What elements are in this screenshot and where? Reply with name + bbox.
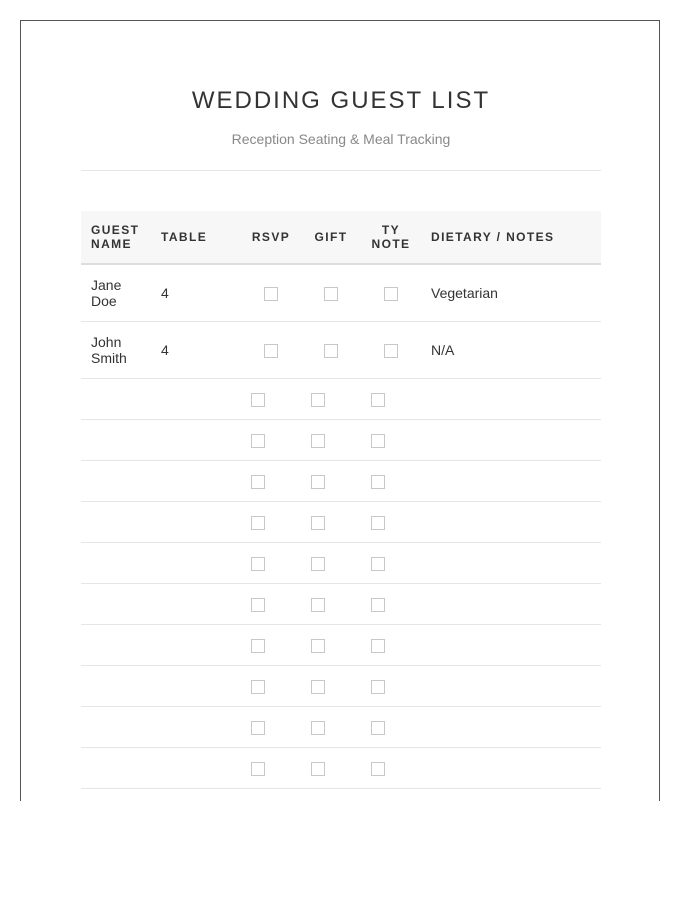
header-table: TABLE [151,211,241,264]
guest-name-cell [81,748,151,789]
gift-checkbox[interactable] [311,557,325,571]
title-divider [81,170,601,171]
ty-note-cell [361,707,421,748]
gift-cell [301,379,361,420]
rsvp-checkbox[interactable] [251,639,265,653]
ty-note-cell [361,625,421,666]
gift-cell [301,420,361,461]
gift-checkbox[interactable] [311,434,325,448]
table-number-cell [151,543,241,584]
rsvp-cell [241,748,301,789]
ty-note-checkbox[interactable] [384,287,398,301]
ty-note-checkbox[interactable] [371,557,385,571]
guest-name-text: John Smith [91,334,127,366]
page-title: WEDDING GUEST LIST [191,87,491,114]
notes-text: Vegetarian [431,285,498,301]
rsvp-cell [241,264,301,322]
ty-note-cell [361,543,421,584]
gift-checkbox[interactable] [324,344,338,358]
table-number-cell [151,707,241,748]
rsvp-checkbox[interactable] [264,287,278,301]
ty-note-checkbox[interactable] [371,598,385,612]
gift-cell [301,322,361,379]
table-number-cell [151,420,241,461]
ty-note-checkbox[interactable] [371,434,385,448]
table-row-blank [81,748,601,789]
table-number-cell [151,379,241,420]
ty-note-cell [361,584,421,625]
gift-cell [301,748,361,789]
guest-name-cell [81,625,151,666]
ty-note-checkbox[interactable] [371,393,385,407]
table-number-text: 4 [161,285,169,301]
header-rsvp: RSVP [241,211,301,264]
guest-name-cell [81,420,151,461]
rsvp-checkbox[interactable] [251,557,265,571]
gift-checkbox[interactable] [311,680,325,694]
rsvp-checkbox[interactable] [251,393,265,407]
notes-cell [421,379,601,420]
guest-name-cell [81,666,151,707]
notes-cell [421,748,601,789]
ty-note-checkbox[interactable] [371,721,385,735]
rsvp-cell [241,379,301,420]
guest-name-cell [81,264,151,322]
guest-name-cell [81,379,151,420]
ty-note-cell [361,322,421,379]
rsvp-checkbox[interactable] [264,344,278,358]
gift-cell [301,543,361,584]
gift-checkbox[interactable] [324,287,338,301]
header-row [81,211,601,264]
gift-checkbox[interactable] [311,393,325,407]
ty-note-checkbox[interactable] [371,762,385,776]
guest-name-text: Jane Doe [91,277,122,309]
table-row-blank [81,379,601,420]
notes-cell [421,322,601,379]
rsvp-checkbox[interactable] [251,680,265,694]
header-notes: DIETARY / NOTES [421,211,601,264]
ty-note-cell [361,502,421,543]
gift-cell [301,584,361,625]
header-gift: GIFT [301,211,361,264]
notes-cell [421,420,601,461]
table-number-cell [151,502,241,543]
ty-note-checkbox[interactable] [371,639,385,653]
ty-note-checkbox[interactable] [371,680,385,694]
rsvp-checkbox[interactable] [251,598,265,612]
gift-cell [301,264,361,322]
guest-name-cell [81,707,151,748]
ty-note-cell [361,379,421,420]
guest-name-cell [81,461,151,502]
ty-note-checkbox[interactable] [371,516,385,530]
notes-cell [421,666,601,707]
table-number-cell [151,666,241,707]
table-body [81,264,601,789]
notes-cell [421,543,601,584]
table-row-blank [81,420,601,461]
table-number-cell [151,625,241,666]
table-row [81,322,601,379]
guest-name-cell [81,322,151,379]
gift-checkbox[interactable] [311,762,325,776]
guest-table [81,211,601,789]
rsvp-cell [241,584,301,625]
ty-note-cell [361,461,421,502]
rsvp-cell [241,461,301,502]
table-number-cell [151,322,241,379]
rsvp-checkbox[interactable] [251,434,265,448]
notes-cell [421,264,601,322]
ty-note-checkbox[interactable] [371,475,385,489]
rsvp-cell [241,543,301,584]
gift-checkbox[interactable] [311,598,325,612]
rsvp-cell [241,666,301,707]
notes-text: N/A [431,342,455,358]
gift-cell [301,666,361,707]
gift-cell [301,502,361,543]
guest-list-sheet [20,20,660,801]
ty-note-cell [361,666,421,707]
rsvp-cell [241,707,301,748]
rsvp-cell [241,625,301,666]
table-row-blank [81,666,601,707]
notes-cell [421,584,601,625]
rsvp-checkbox[interactable] [251,762,265,776]
table-row-blank [81,461,601,502]
table-row [81,264,601,322]
gift-checkbox[interactable] [311,721,325,735]
rsvp-checkbox[interactable] [251,516,265,530]
gift-cell [301,625,361,666]
table-row-blank [81,543,601,584]
rsvp-checkbox[interactable] [251,475,265,489]
gift-cell [301,461,361,502]
gift-checkbox[interactable] [311,639,325,653]
rsvp-cell [241,420,301,461]
table-row-blank [81,625,601,666]
table-row-blank [81,707,601,748]
rsvp-cell [241,322,301,379]
page-subtitle: Reception Seating & Meal Tracking [231,131,451,147]
table-header [81,211,601,264]
rsvp-checkbox[interactable] [251,721,265,735]
gift-checkbox[interactable] [311,475,325,489]
table-number-cell [151,461,241,502]
header-ty-note: TY NOTE [361,211,421,264]
header-guest-name: GUEST NAME [81,211,151,264]
table-number-cell [151,584,241,625]
gift-cell [301,707,361,748]
guest-name-cell [81,543,151,584]
notes-cell [421,502,601,543]
table-row-blank [81,502,601,543]
table-number-cell [151,264,241,322]
ty-note-cell [361,420,421,461]
notes-cell [421,707,601,748]
table-row-blank [81,584,601,625]
table-number-text: 4 [161,342,169,358]
gift-checkbox[interactable] [311,516,325,530]
table-number-cell [151,748,241,789]
guest-name-cell [81,584,151,625]
guest-name-cell [81,502,151,543]
notes-cell [421,461,601,502]
ty-note-cell [361,748,421,789]
rsvp-cell [241,502,301,543]
notes-cell [421,625,601,666]
ty-note-cell [361,264,421,322]
ty-note-checkbox[interactable] [384,344,398,358]
